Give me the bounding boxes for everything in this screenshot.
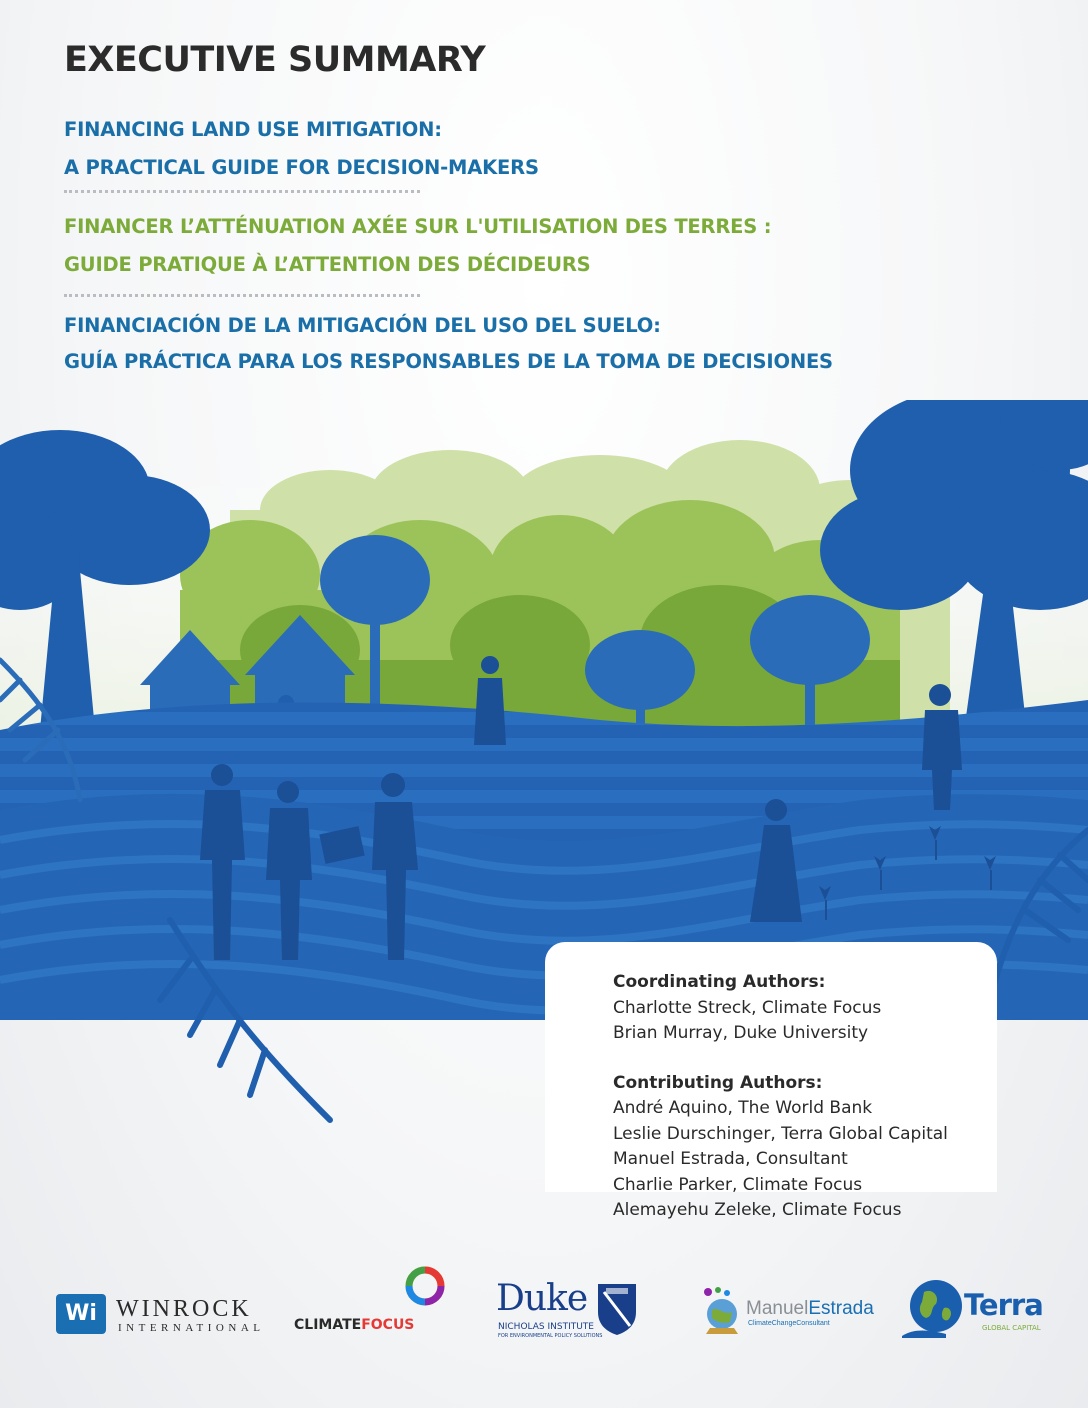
winrock-sub: INTERNATIONAL [118, 1322, 265, 1334]
title-spanish-line-1: FINANCIACIÓN DE LA MITIGACIÓN DEL USO DEL SUELO: [64, 314, 661, 337]
dotted-divider [64, 294, 420, 297]
author-name: Manuel Estrada, Consultant [613, 1149, 848, 1169]
author-name: Brian Murray, Duke University [613, 1023, 869, 1043]
author-name: Charlie Parker, Climate Focus [613, 1174, 863, 1195]
title-english-line-1: FINANCING LAND USE MITIGATION: [64, 118, 442, 141]
duke-logo [494, 1280, 644, 1344]
author-name: Charlotte Streck, Climate Focus [613, 997, 882, 1018]
author-name: André Aquino, The World Bank [613, 1098, 873, 1118]
authors-block [613, 970, 1053, 1224]
climate-focus-wordmark: CLIMATEFOCUS [294, 1317, 415, 1333]
terra-logo [900, 1276, 1060, 1342]
winrock-mark: Wi [56, 1294, 106, 1334]
manuel-estrada-wordmark: ManuelEstrada [746, 1298, 874, 1319]
manuel-estrada-sub: ClimateChangeConsultant [748, 1320, 830, 1327]
title-french-line-1: FINANCER L’ATTÉNUATION AXÉE SUR L'UTILISATION DES TERRES : [64, 215, 772, 238]
dotted-divider [64, 190, 420, 193]
winrock-logo [56, 1294, 265, 1338]
title-french-line-2: GUIDE PRATIQUE À L’ATTENTION DES DÉCIDEURS [64, 253, 591, 276]
title-spanish-line-2: GUÍA PRÁCTICA PARA LOS RESPONSABLES DE LA TOMA DE DECISIONES [64, 350, 833, 373]
title-english-line-2: A PRACTICAL GUIDE FOR DECISION-MAKERS [64, 156, 539, 179]
contributing-authors-heading: Contributing Authors: [613, 1072, 823, 1093]
climate-focus-logo [290, 1262, 460, 1342]
manuel-estrada-globe-icon [700, 1286, 744, 1336]
duke-name: Duke [496, 1278, 588, 1319]
terra-sub: GLOBAL CAPITAL [982, 1324, 1041, 1332]
page-headline: EXECUTIVE SUMMARY [64, 40, 486, 80]
manuel-estrada-logo [700, 1286, 874, 1338]
terra-globe-icon [900, 1278, 964, 1340]
author-name: Leslie Durschinger, Terra Global Capital [613, 1123, 948, 1144]
winrock-name: WINROCK [116, 1296, 252, 1322]
author-name: Alemayehu Zeleke, Climate Focus [613, 1200, 902, 1220]
duke-shield-icon [596, 1282, 638, 1336]
duke-sub-2: FOR ENVIRONMENTAL POLICY SOLUTIONS [498, 1333, 603, 1339]
terra-name: Terra [964, 1288, 1043, 1322]
climate-focus-ring-icon [403, 1264, 447, 1308]
coordinating-authors-heading: Coordinating Authors: [613, 972, 826, 992]
duke-sub-1: NICHOLAS INSTITUTE [498, 1322, 594, 1332]
